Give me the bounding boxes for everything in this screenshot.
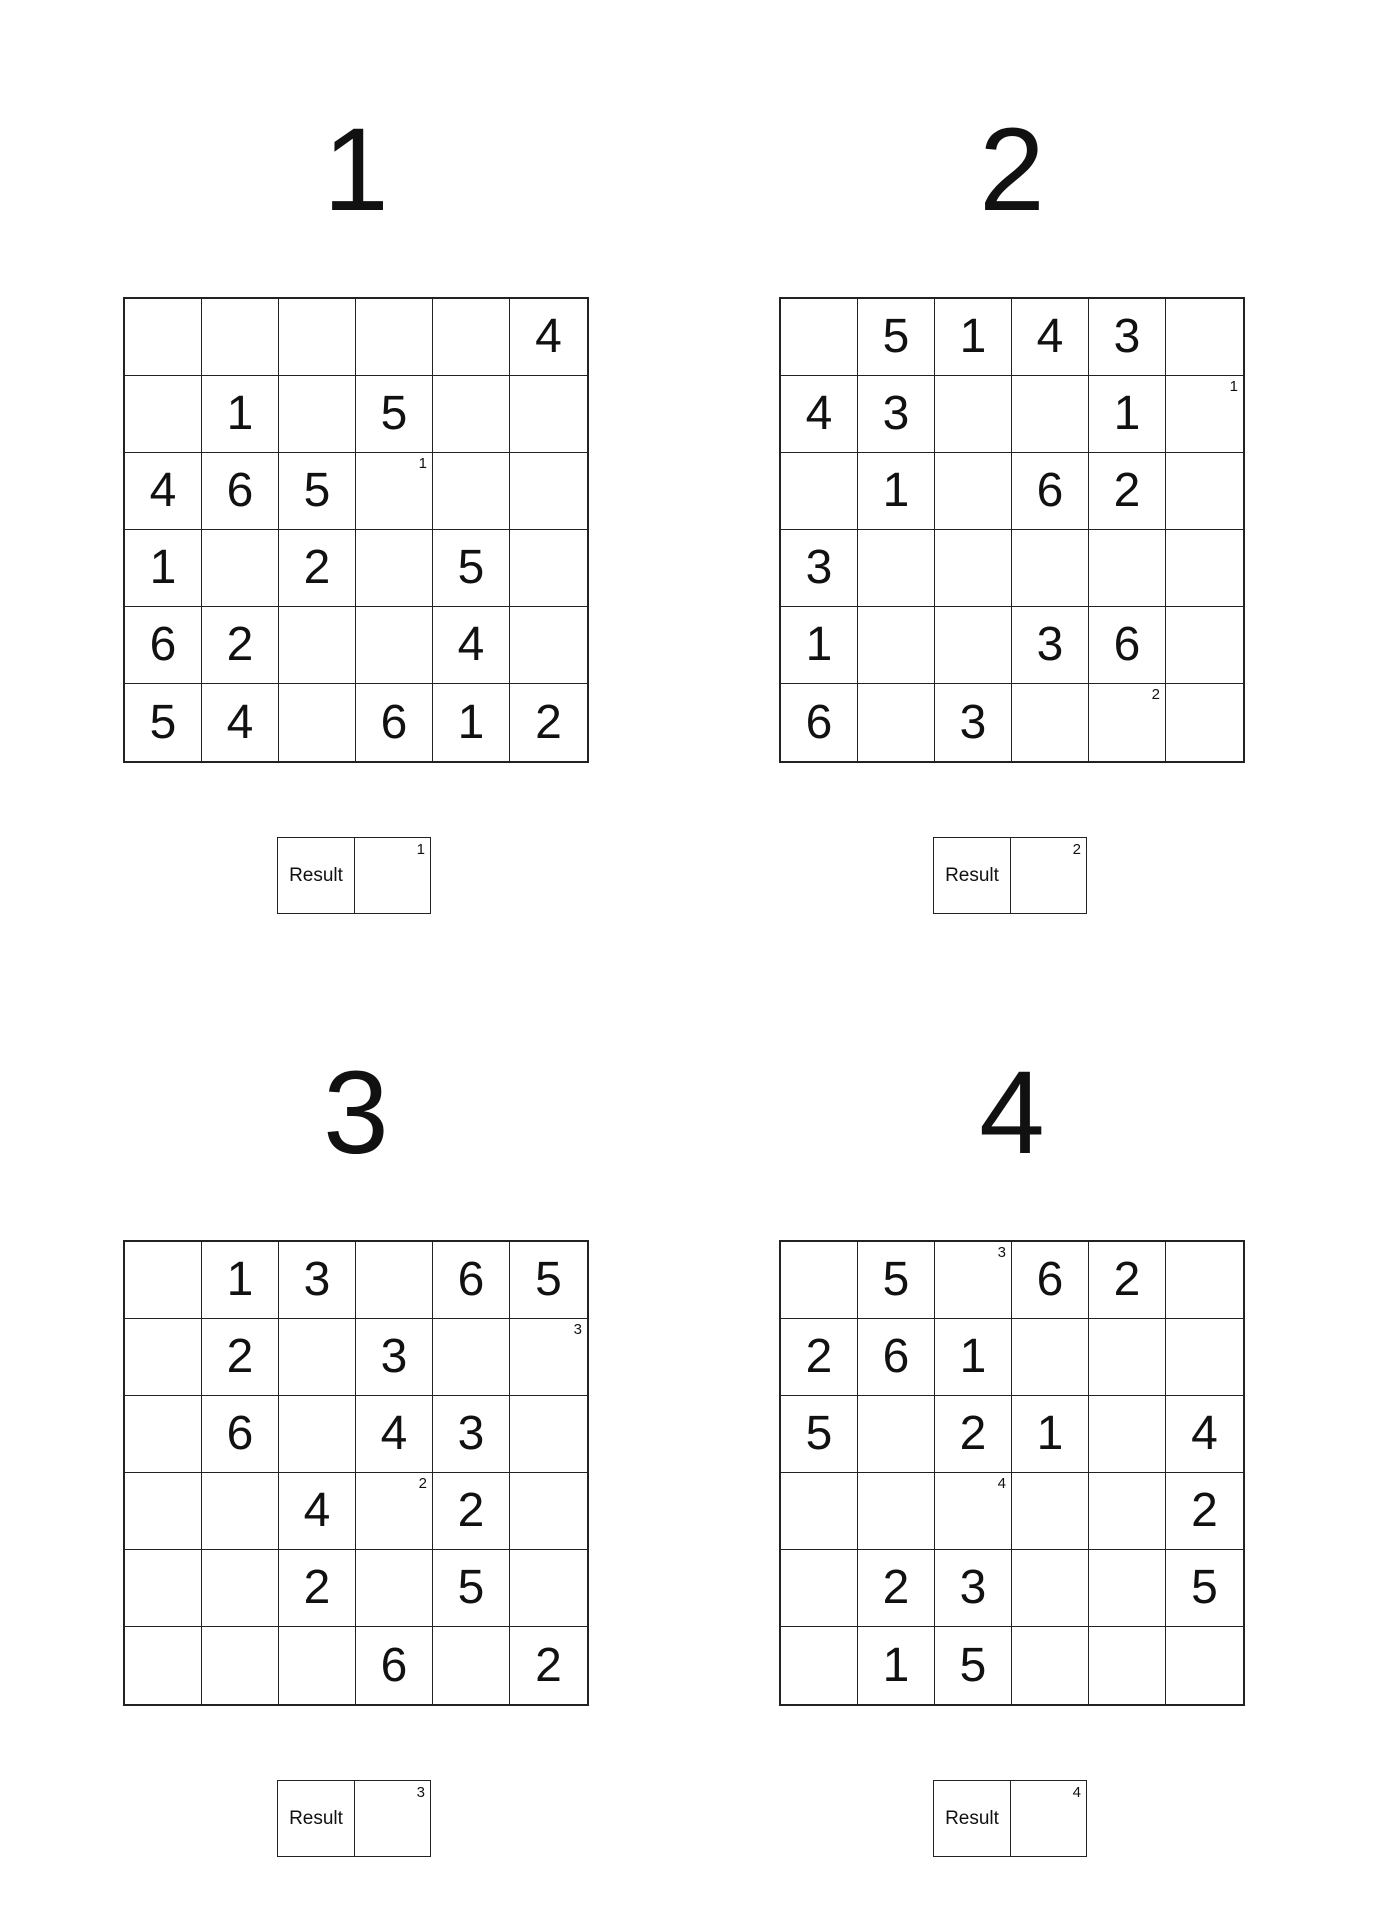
cell-value: 1	[882, 464, 910, 517]
cell-value: 2	[226, 1330, 254, 1383]
grid-cell[interactable]	[202, 1242, 279, 1319]
grid-cell[interactable]	[202, 453, 279, 530]
grid-cell[interactable]	[125, 453, 202, 530]
grid-cell[interactable]	[1166, 1319, 1243, 1396]
grid-cell[interactable]	[356, 453, 433, 530]
grid-cell[interactable]	[125, 607, 202, 684]
grid-cell[interactable]	[279, 453, 356, 530]
cell-value: 3	[457, 1407, 485, 1460]
grid-cell[interactable]	[858, 1319, 935, 1396]
grid-cell[interactable]	[1166, 299, 1243, 376]
result-answer-cell[interactable]	[1011, 838, 1086, 913]
grid-cell[interactable]	[279, 1627, 356, 1704]
grid-cell[interactable]	[781, 1242, 858, 1319]
grid-cell[interactable]	[356, 530, 433, 607]
grid-cell[interactable]	[1012, 453, 1089, 530]
grid-cell[interactable]	[1012, 1319, 1089, 1396]
grid-cell[interactable]	[356, 376, 433, 453]
puzzle-number: 1	[323, 104, 389, 236]
result-label: Result	[934, 1781, 1011, 1856]
cell-value: 6	[380, 695, 408, 749]
grid-cell[interactable]	[781, 1550, 858, 1627]
cell-value: 1	[882, 1638, 910, 1692]
cell-value: 6	[1036, 464, 1064, 517]
grid-cell[interactable]	[1089, 453, 1166, 530]
grid-cell[interactable]	[1089, 1550, 1166, 1627]
cell-value: 6	[1113, 618, 1141, 671]
cell-value: 1	[805, 618, 833, 671]
grid-cell[interactable]	[125, 1473, 202, 1550]
grid-cell[interactable]	[279, 1242, 356, 1319]
grid-cell[interactable]	[510, 1396, 587, 1473]
grid-cell[interactable]	[781, 684, 858, 761]
grid-cell[interactable]	[935, 376, 1012, 453]
cell-value: 5	[457, 1561, 485, 1614]
grid-cell[interactable]	[202, 1319, 279, 1396]
grid-cell[interactable]	[858, 453, 935, 530]
grid-cell[interactable]	[433, 453, 510, 530]
puzzle-number: 3	[323, 1047, 389, 1179]
grid-cell[interactable]	[125, 530, 202, 607]
grid-cell[interactable]	[510, 453, 587, 530]
cell-value: 2	[882, 1561, 910, 1614]
grid-cell[interactable]	[781, 530, 858, 607]
grid-cell[interactable]	[433, 1550, 510, 1627]
grid-cell[interactable]	[433, 1396, 510, 1473]
grid-cell[interactable]	[1012, 1396, 1089, 1473]
grid-cell[interactable]	[356, 299, 433, 376]
grid-cell[interactable]	[125, 1319, 202, 1396]
cell-marker: 3	[573, 1321, 582, 1338]
cell-value: 5	[882, 310, 910, 363]
grid-cell[interactable]	[1089, 1396, 1166, 1473]
grid-cell[interactable]	[858, 299, 935, 376]
cell-value: 4	[226, 695, 254, 749]
grid-cell[interactable]	[279, 1473, 356, 1550]
grid-cell[interactable]	[1166, 607, 1243, 684]
grid-cell[interactable]	[356, 1319, 433, 1396]
cell-value: 1	[226, 1253, 254, 1306]
cell-value: 6	[457, 1253, 485, 1306]
cell-value: 1	[1036, 1407, 1064, 1460]
puzzle-1	[123, 104, 589, 886]
result-answer-cell[interactable]	[355, 838, 430, 913]
cell-value: 6	[1036, 1253, 1064, 1306]
puzzle-number: 2	[979, 104, 1045, 236]
cell-value: 5	[1191, 1561, 1218, 1614]
grid-cell[interactable]	[1089, 1627, 1166, 1704]
grid-cell[interactable]	[125, 1242, 202, 1319]
grid-cell[interactable]	[433, 684, 510, 761]
grid-cell[interactable]	[356, 1473, 433, 1550]
cell-value: 3	[805, 541, 833, 594]
grid-cell[interactable]	[433, 299, 510, 376]
grid-cell[interactable]	[1089, 1473, 1166, 1550]
grid-cell[interactable]	[433, 1319, 510, 1396]
grid-cell[interactable]	[433, 1242, 510, 1319]
grid-cell[interactable]	[356, 1550, 433, 1627]
result-box	[933, 837, 1087, 914]
grid-cell[interactable]	[125, 1550, 202, 1627]
cell-value: 2	[535, 1638, 562, 1692]
grid-cell[interactable]	[202, 1473, 279, 1550]
cell-value: 5	[303, 464, 331, 517]
grid-cell[interactable]	[510, 299, 587, 376]
grid-cell[interactable]	[356, 607, 433, 684]
cell-value: 5	[457, 541, 485, 594]
grid-cell[interactable]	[279, 607, 356, 684]
grid-cell[interactable]	[1012, 1550, 1089, 1627]
grid-cell[interactable]	[935, 1473, 1012, 1550]
cell-value: 2	[303, 541, 331, 594]
grid-cell[interactable]	[279, 376, 356, 453]
grid-cell[interactable]	[781, 1319, 858, 1396]
grid-cell[interactable]	[433, 376, 510, 453]
grid-cell[interactable]	[935, 530, 1012, 607]
cell-value: 4	[457, 618, 485, 671]
cell-marker: 1	[1229, 378, 1238, 395]
puzzle-3	[123, 1047, 589, 1829]
grid-cell[interactable]	[935, 1242, 1012, 1319]
grid-cell[interactable]	[781, 1627, 858, 1704]
cell-value: 1	[1113, 387, 1141, 440]
cell-value: 5	[882, 1253, 910, 1306]
grid-cell[interactable]	[1012, 299, 1089, 376]
cell-marker: 3	[997, 1244, 1006, 1261]
grid-cell[interactable]	[510, 1550, 587, 1627]
grid-cell[interactable]	[202, 376, 279, 453]
grid-cell[interactable]	[1012, 1627, 1089, 1704]
cell-value: 1	[226, 387, 254, 440]
cell-value: 2	[457, 1484, 485, 1537]
puzzle-grid	[123, 1240, 589, 1706]
grid-cell[interactable]	[279, 299, 356, 376]
grid-cell[interactable]	[1166, 1550, 1243, 1627]
grid-cell[interactable]	[279, 1396, 356, 1473]
grid-cell[interactable]	[781, 607, 858, 684]
grid-cell[interactable]	[510, 1627, 587, 1704]
grid-cell[interactable]	[433, 1473, 510, 1550]
result-box	[277, 1780, 431, 1857]
grid-cell[interactable]	[510, 1242, 587, 1319]
cell-value: 6	[226, 464, 254, 517]
grid-cell[interactable]	[510, 376, 587, 453]
cell-value: 5	[959, 1638, 987, 1692]
grid-cell[interactable]	[1166, 1242, 1243, 1319]
grid-cell[interactable]	[1012, 1242, 1089, 1319]
grid-cell[interactable]	[935, 684, 1012, 761]
puzzle-grid	[779, 1240, 1245, 1706]
cell-marker: 2	[418, 1475, 427, 1492]
grid-cell[interactable]	[858, 1627, 935, 1704]
cell-value: 2	[805, 1330, 833, 1383]
grid-cell[interactable]	[1166, 1627, 1243, 1704]
cell-value: 6	[226, 1407, 254, 1460]
cell-value: 3	[959, 1561, 987, 1614]
grid-cell[interactable]	[1012, 376, 1089, 453]
grid-cell[interactable]	[356, 1627, 433, 1704]
puzzle-4	[779, 1047, 1245, 1829]
cell-value: 4	[1191, 1407, 1218, 1460]
grid-cell[interactable]	[202, 607, 279, 684]
cell-value: 3	[1113, 310, 1141, 363]
grid-cell[interactable]	[202, 299, 279, 376]
cell-value: 2	[959, 1407, 987, 1460]
grid-cell[interactable]	[1012, 1473, 1089, 1550]
puzzle-2	[779, 104, 1245, 886]
cell-value: 5	[805, 1407, 833, 1460]
result-answer-cell[interactable]	[355, 1781, 430, 1856]
cell-value: 2	[226, 618, 254, 671]
grid-cell[interactable]	[279, 1319, 356, 1396]
cell-value: 1	[959, 310, 987, 363]
grid-cell[interactable]	[935, 607, 1012, 684]
grid-cell[interactable]	[1089, 607, 1166, 684]
cell-value: 2	[1113, 1253, 1141, 1306]
grid-cell[interactable]	[781, 1396, 858, 1473]
grid-cell[interactable]	[935, 453, 1012, 530]
result-marker: 1	[416, 841, 425, 858]
cell-value: 5	[535, 1253, 562, 1306]
grid-cell[interactable]	[356, 1396, 433, 1473]
cell-value: 3	[882, 387, 910, 440]
grid-cell[interactable]	[1166, 684, 1243, 761]
grid-cell[interactable]	[1166, 1396, 1243, 1473]
result-label: Result	[278, 1781, 355, 1856]
grid-cell[interactable]	[125, 1396, 202, 1473]
grid-cell[interactable]	[202, 1396, 279, 1473]
grid-cell[interactable]	[1089, 530, 1166, 607]
cell-value: 2	[303, 1561, 331, 1614]
grid-cell[interactable]	[433, 1627, 510, 1704]
cell-value: 4	[303, 1484, 331, 1537]
grid-cell[interactable]	[1089, 299, 1166, 376]
grid-cell[interactable]	[202, 1627, 279, 1704]
puzzle-grid	[779, 297, 1245, 763]
result-answer-cell[interactable]	[1011, 1781, 1086, 1856]
cell-value: 2	[1113, 464, 1141, 517]
cell-value: 2	[535, 695, 562, 749]
cell-value: 3	[1036, 618, 1064, 671]
grid-cell[interactable]	[858, 530, 935, 607]
grid-cell[interactable]	[356, 684, 433, 761]
grid-cell[interactable]	[935, 1319, 1012, 1396]
grid-cell[interactable]	[1089, 376, 1166, 453]
grid-cell[interactable]	[510, 684, 587, 761]
grid-cell[interactable]	[1166, 530, 1243, 607]
grid-cell[interactable]	[1012, 607, 1089, 684]
grid-cell[interactable]	[781, 299, 858, 376]
grid-cell[interactable]	[858, 607, 935, 684]
grid-cell[interactable]	[125, 684, 202, 761]
cell-marker: 1	[418, 455, 427, 472]
result-marker: 2	[1072, 841, 1081, 858]
result-marker: 3	[416, 1784, 425, 1801]
cell-value: 6	[805, 695, 833, 749]
grid-cell[interactable]	[356, 1242, 433, 1319]
result-label: Result	[278, 838, 355, 913]
cell-value: 2	[1191, 1484, 1218, 1537]
grid-cell[interactable]	[858, 1473, 935, 1550]
grid-cell[interactable]	[510, 530, 587, 607]
grid-cell[interactable]	[202, 684, 279, 761]
grid-cell[interactable]	[935, 1396, 1012, 1473]
grid-cell[interactable]	[125, 299, 202, 376]
cell-marker: 2	[1151, 686, 1160, 703]
grid-cell[interactable]	[781, 1473, 858, 1550]
grid-cell[interactable]	[1012, 530, 1089, 607]
grid-cell[interactable]	[125, 1627, 202, 1704]
result-box	[933, 1780, 1087, 1857]
grid-cell[interactable]	[433, 607, 510, 684]
grid-cell[interactable]	[433, 530, 510, 607]
puzzle-number: 4	[979, 1047, 1045, 1179]
grid-cell[interactable]	[202, 1550, 279, 1627]
cell-value: 1	[959, 1330, 987, 1383]
result-marker: 4	[1072, 1784, 1081, 1801]
grid-cell[interactable]	[279, 1550, 356, 1627]
puzzle-grid	[123, 297, 589, 763]
cell-value: 3	[380, 1330, 408, 1383]
cell-value: 4	[380, 1407, 408, 1460]
cell-value: 6	[380, 1638, 408, 1692]
cell-value: 4	[535, 310, 562, 363]
cell-value: 4	[805, 387, 833, 440]
grid-cell[interactable]	[781, 376, 858, 453]
grid-cell[interactable]	[858, 1396, 935, 1473]
cell-value: 1	[149, 541, 177, 594]
grid-cell[interactable]	[202, 530, 279, 607]
grid-cell[interactable]	[510, 1319, 587, 1396]
result-box	[277, 837, 431, 914]
cell-value: 3	[959, 695, 987, 749]
cell-value: 5	[380, 387, 408, 440]
grid-cell[interactable]	[510, 607, 587, 684]
grid-cell[interactable]	[1166, 1473, 1243, 1550]
grid-cell[interactable]	[279, 684, 356, 761]
result-label: Result	[934, 838, 1011, 913]
cell-value: 1	[457, 695, 485, 749]
grid-cell[interactable]	[1089, 1242, 1166, 1319]
grid-cell[interactable]	[858, 1242, 935, 1319]
cell-value: 4	[1036, 310, 1064, 363]
grid-cell[interactable]	[510, 1473, 587, 1550]
grid-cell[interactable]	[858, 376, 935, 453]
grid-cell[interactable]	[1166, 453, 1243, 530]
cell-value: 4	[149, 464, 177, 517]
cell-value: 3	[303, 1253, 331, 1306]
grid-cell[interactable]	[1012, 684, 1089, 761]
grid-cell[interactable]	[935, 299, 1012, 376]
grid-cell[interactable]	[858, 684, 935, 761]
grid-cell[interactable]	[935, 1627, 1012, 1704]
grid-cell[interactable]	[125, 376, 202, 453]
cell-value: 5	[149, 695, 177, 749]
grid-cell[interactable]	[279, 530, 356, 607]
grid-cell[interactable]	[781, 453, 858, 530]
cell-value: 6	[149, 618, 177, 671]
grid-cell[interactable]	[1089, 1319, 1166, 1396]
cell-marker: 4	[997, 1475, 1006, 1492]
grid-cell[interactable]	[1166, 376, 1243, 453]
grid-cell[interactable]	[935, 1550, 1012, 1627]
grid-cell[interactable]	[1089, 684, 1166, 761]
grid-cell[interactable]	[858, 1550, 935, 1627]
cell-value: 6	[882, 1330, 910, 1383]
